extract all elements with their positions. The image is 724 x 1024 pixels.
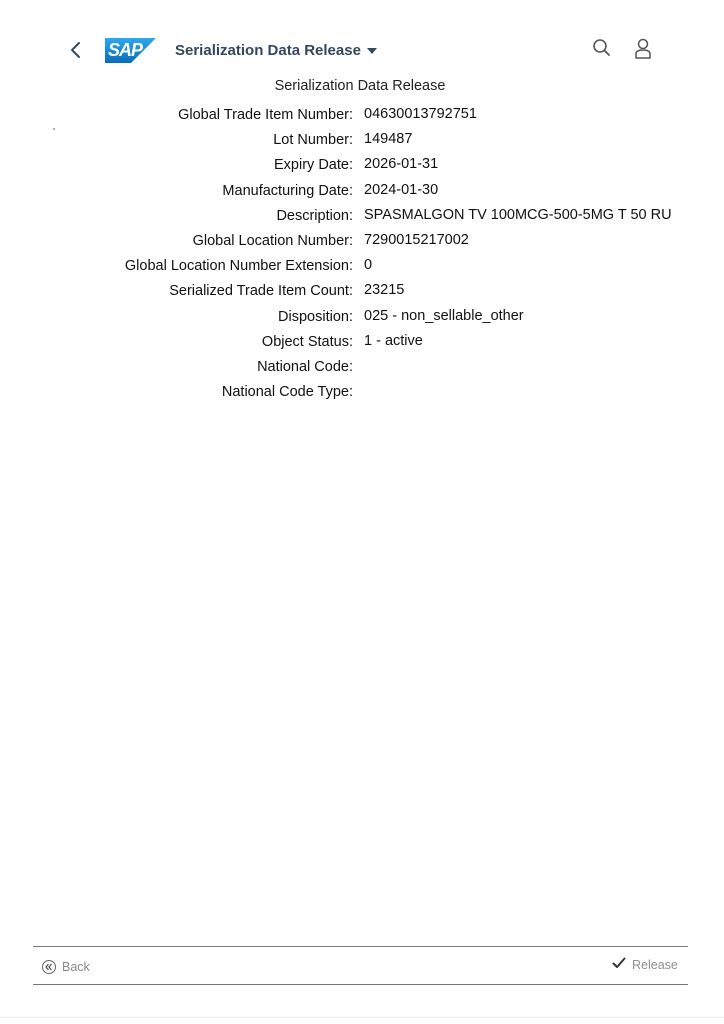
field-value: 23215 (364, 282, 405, 299)
field-label: Serialized Trade Item Count: (169, 283, 353, 300)
field-row-national-code (0, 355, 724, 380)
release-button[interactable] (612, 955, 678, 975)
search-button[interactable] (591, 37, 613, 59)
field-row-gtin (0, 103, 724, 128)
sap-logo-text: SAP (108, 40, 143, 60)
back-navigation-button[interactable] (66, 38, 88, 62)
field-label: Global Location Number Extension: (124, 258, 353, 275)
field-row-global-location-number (0, 229, 724, 254)
page-bottom-rule (0, 1017, 724, 1018)
field-value: 2024-01-30 (364, 181, 439, 198)
field-label: National Code: (257, 358, 353, 375)
field-label: Description: (276, 207, 353, 224)
field-value: SPASMALGON TV 100MCG-500-5MG T 50 RU (364, 206, 672, 223)
field-row-national-code-type (0, 380, 724, 405)
back-button[interactable] (42, 957, 90, 977)
field-row-expiry-date (0, 153, 724, 178)
field-label: National Code Type: (221, 384, 353, 401)
field-row-lot-number (0, 128, 724, 153)
sap-logo[interactable] (105, 38, 156, 63)
details-form (0, 103, 724, 405)
field-value: 04630013792751 (364, 106, 477, 122)
page-subtitle-text: Serialization Data Release (274, 78, 446, 94)
app-title: Serialization Data Release (175, 41, 361, 59)
page-subtitle (0, 78, 724, 94)
field-value: 1 - active (364, 332, 423, 349)
caret-down-icon (367, 48, 377, 54)
shell-header (0, 0, 724, 80)
back-button-label: Back (62, 960, 90, 974)
field-value: 149487 (364, 131, 413, 148)
search-icon (591, 37, 613, 59)
field-row-serialized-count (0, 279, 724, 304)
checkmark-icon (612, 956, 626, 975)
field-row-manufacturing-date (0, 179, 724, 204)
field-value: 2026-01-31 (364, 156, 439, 173)
user-icon (632, 37, 654, 61)
field-value: 0 (364, 257, 373, 274)
field-row-description (0, 204, 724, 229)
field-label: Lot Number: (273, 132, 353, 149)
field-row-disposition (0, 305, 724, 330)
field-label: Object Status: (261, 333, 353, 350)
user-profile-button[interactable] (632, 37, 654, 61)
field-label: Global Trade Item Number: (178, 107, 353, 123)
release-button-label: Release (632, 958, 678, 972)
chevron-left-icon (66, 38, 88, 62)
footer-divider-bottom (33, 984, 688, 985)
circle-back-icon (42, 960, 56, 974)
field-label: Global Location Number: (192, 232, 353, 249)
field-value: 7290015217002 (364, 231, 469, 248)
footer-divider-top (33, 946, 688, 947)
field-label: Expiry Date: (274, 157, 353, 174)
field-label: Manufacturing Date: (222, 182, 353, 199)
app-title-menu[interactable] (175, 39, 377, 61)
field-row-object-status (0, 330, 724, 355)
field-label: Disposition: (278, 308, 353, 325)
field-value: 025 - non_sellable_other (364, 307, 524, 324)
field-row-gln-extension (0, 254, 724, 279)
